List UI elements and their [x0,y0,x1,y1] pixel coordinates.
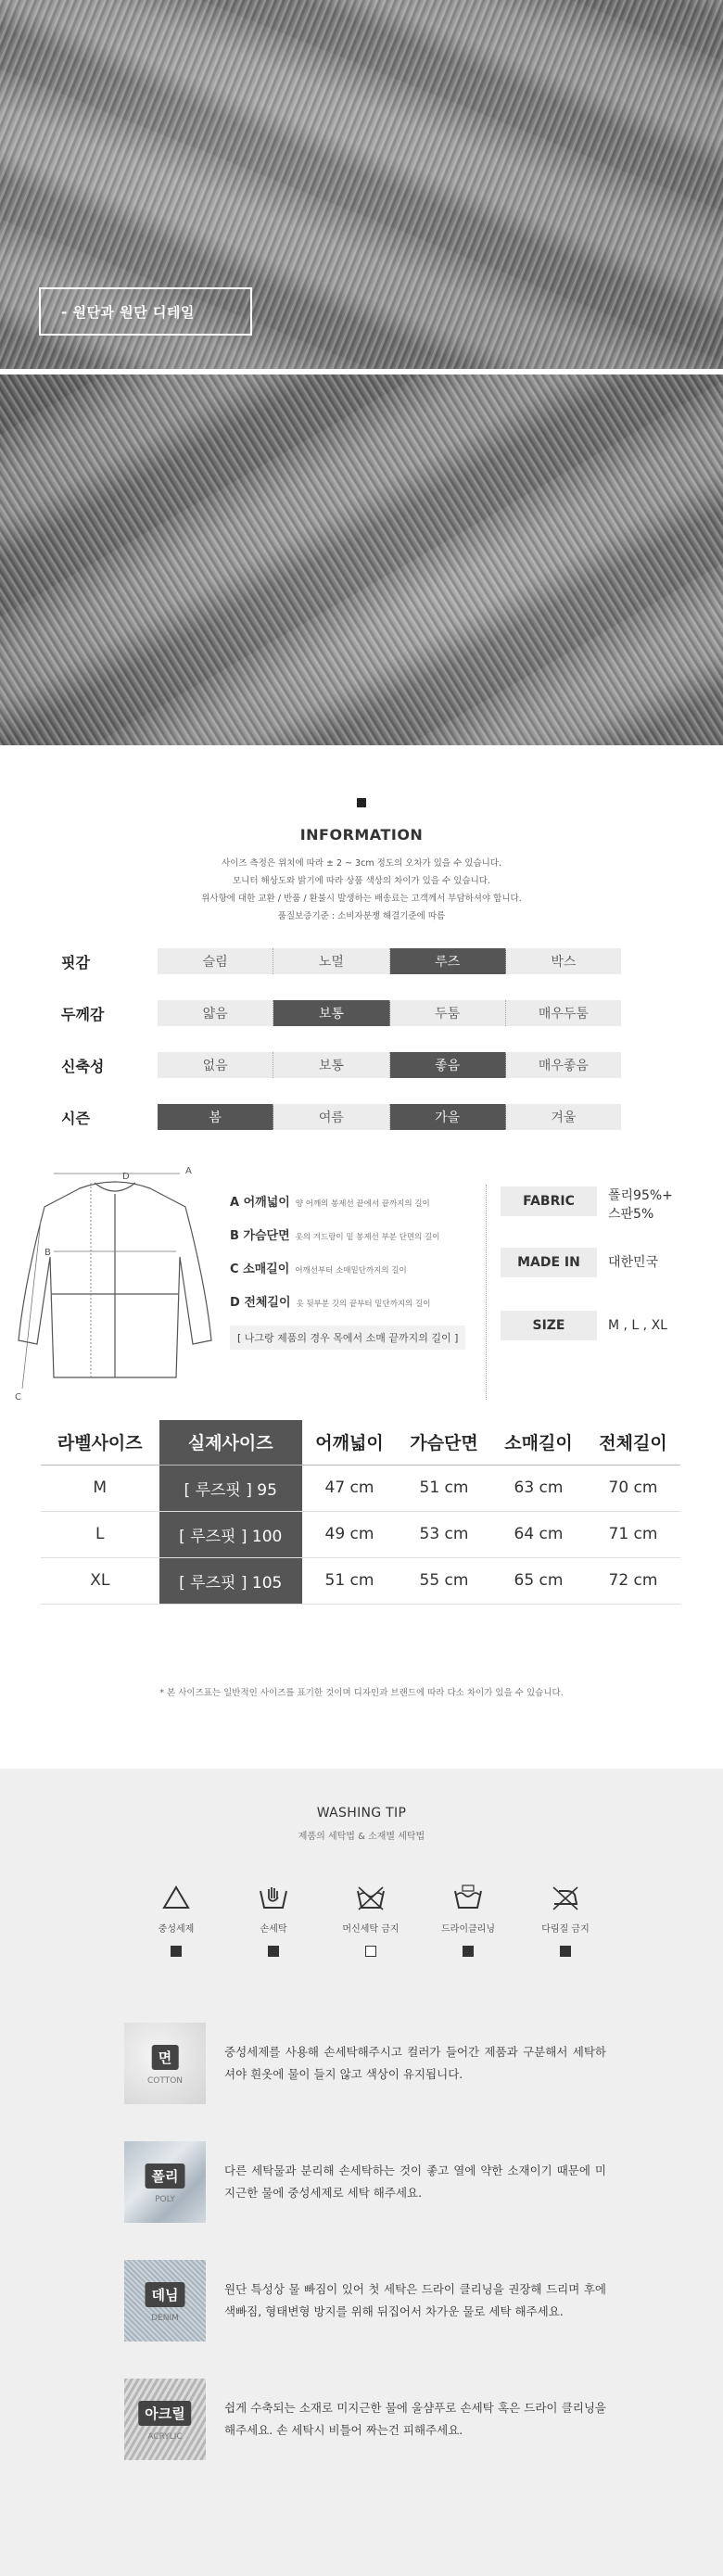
spec-option: 여름 [273,1104,389,1130]
made-in-row [501,1248,704,1277]
spec-label: 시즌 [61,1109,90,1127]
wash-icon-label: 머신세탁 금지 [342,1924,400,1935]
spec-option: 봄 [158,1104,273,1130]
material-text: 다른 세탁물과 분리해 손세탁하는 것이 좋고 열에 약한 소재이기 때문에 미지근한 물에 중성세제로 세탁 해주세요. [224,2164,606,2200]
size-table-cell: [ 루즈핏 ] 95 [159,1465,302,1511]
material-cotton [124,2021,606,2106]
spec-option: 보통 [273,1052,389,1078]
info-note: 위사항에 대한 교환 / 반품 / 환불시 발생하는 배송료는 고객께서 부담하셔야 합니다. [201,894,522,904]
material-en: ACRYLIC [147,2432,183,2442]
measure-note: [ 나그랑 제품의 경우 목에서 소매 끝까지의 길이 ] [230,1326,465,1350]
hand-wash-icon [258,1884,289,1911]
measure-desc: 어깨선부터 소매밑단까지의 길이 [295,1266,407,1275]
made-in-key: MADE IN [501,1248,597,1277]
spec-option: 얇음 [158,1000,273,1026]
measure-key: A 어깨넓이 [230,1196,290,1210]
size-table-cell: 71 cm [586,1511,680,1557]
info-note: 품질보증기준 : 소비자분쟁 해결기준에 따름 [277,911,446,921]
wash-icon-item [227,1884,320,1957]
size-table-cell: 63 cm [491,1465,586,1511]
spec-option: 가을 [390,1104,506,1130]
spec-row [56,1051,621,1079]
spec-option: 노멀 [273,948,389,974]
size-key: SIZE [501,1311,597,1340]
fabric-value-line: 폴리95%+ [608,1188,673,1203]
size-table-cell: 55 cm [397,1557,491,1604]
measure-item [230,1225,489,1243]
spec-grid [56,947,621,1155]
size-table-cell: 72 cm [586,1557,680,1604]
denim-swatch [124,2260,206,2341]
square-marker-icon [357,798,366,807]
material-en: POLY [155,2195,175,2204]
table-row [41,1465,680,1511]
spec-option: 두툼 [390,1000,506,1026]
material-en: COTTON [146,2076,184,2086]
spec-option: 보통 [273,1000,389,1026]
spec-option: 매우좋음 [506,1052,621,1078]
size-value: M , L , XL [608,1318,667,1333]
spec-options [158,1052,621,1078]
table-row [41,1511,680,1557]
size-table-cell: [ 루즈핏 ] 105 [159,1557,302,1604]
vertical-divider [486,1185,487,1400]
size-table-header-cell: 어깨넓이 [302,1420,397,1465]
spec-option: 매우두툼 [506,1000,621,1026]
material-badge: 면 [152,2045,179,2070]
spec-option: 박스 [506,948,621,974]
spec-label: 핏감 [61,953,90,971]
spec-row [56,999,621,1027]
wash-icon-label: 손세탁 [260,1924,287,1935]
wash-icon-label: 중성세제 [158,1924,195,1935]
fabric-row [501,1186,704,1224]
fabric-key: FABRIC [501,1186,597,1216]
acrylic-swatch [124,2379,206,2460]
material-badge: 폴리 [146,2164,185,2189]
fabric-photo-2 [0,374,723,745]
size-table-header [41,1420,680,1465]
spec-options [158,1104,621,1130]
washing-header [0,1806,723,1842]
poly-swatch [124,2141,206,2223]
washing-icons [130,1884,612,1957]
size-table [41,1420,680,1605]
measure-list [230,1192,489,1350]
measure-key: B 가슴단면 [230,1229,290,1243]
no-ironing-icon [550,1884,581,1911]
material-en: DENIM [151,2314,179,2323]
spec-options [158,1000,621,1026]
spec-option: 슬림 [158,948,273,974]
wash-icon-checkbox [560,1946,571,1957]
wash-icon-label: 드라이클리닝 [441,1924,495,1935]
size-table-cell: 64 cm [491,1511,586,1557]
spec-option: 좋음 [390,1052,506,1078]
washing-subtitle: 제품의 세탁법 & 소재별 세탁법 [298,1832,425,1842]
diagram-label-b: B [44,1248,51,1258]
spec-option: 루즈 [390,948,506,974]
material-acrylic [124,2377,606,2462]
information-notes [0,855,723,925]
machine-wash-prohibited-icon [355,1884,387,1911]
spec-option: 없음 [158,1052,273,1078]
fabric-photo-1 [0,0,723,369]
dry-clean-icon [452,1884,484,1911]
wash-icon-item [130,1884,222,1957]
measure-desc: 옷 뒷부분 깃의 끝부터 밑단까지의 길이 [296,1300,431,1309]
wash-icon-item [422,1884,514,1957]
made-in-value: 대한민국 [608,1255,659,1270]
measure-key: D 전체길이 [230,1296,291,1310]
size-table-cell: 51 cm [302,1557,397,1604]
wash-icon-item [519,1884,612,1957]
measure-desc: 양 어깨의 봉제선 끝에서 끝까지의 길이 [295,1199,430,1209]
size-table-header-cell: 가슴단면 [397,1420,491,1465]
information-title: INFORMATION [299,826,424,844]
diagram-label-c: C [15,1392,21,1402]
diagram-label-a: A [185,1166,192,1176]
measure-item [230,1259,489,1276]
size-table-header-cell: 라벨사이즈 [41,1420,159,1465]
spec-label: 두께감 [61,1005,105,1023]
material-text: 중성세제를 사용해 손세탁해주시고 컬러가 들어간 제품과 구분해서 세탁하셔야 흰옷에 물이 들지 않고 색상이 유지됩니다. [224,2045,606,2081]
size-table-cell: 65 cm [491,1557,586,1604]
spec-options [158,948,621,974]
size-table-cell: XL [41,1557,159,1604]
material-text: 원단 특성상 물 빠짐이 있어 첫 세탁은 드라이 클리닝을 권장해 드리며 후에 색빠짐, 형태변형 방지를 위해 뒤집어서 차가운 물로 세탁 해주세요. [224,2282,606,2318]
information-header [0,793,723,925]
measure-item [230,1192,489,1210]
diagram-label-d: D [122,1172,130,1182]
size-table-cell: L [41,1511,159,1557]
size-table-header-cell: 소매길이 [491,1420,586,1465]
size-table-cell: 53 cm [397,1511,491,1557]
info-note: 모니터 해상도와 밝기에 따라 상품 색상의 차이가 있을 수 있습니다. [233,876,490,886]
material-poly [124,2139,606,2225]
size-table-cell: 49 cm [302,1511,397,1557]
spec-row [56,947,621,975]
spec-row [56,1103,621,1131]
measure-item [230,1292,489,1310]
spec-option: 겨울 [506,1104,621,1130]
cotton-swatch [124,2023,206,2104]
size-footnote: * 본 사이즈표는 일반적인 사이즈를 표기한 것이며 디자인과 브랜드에 따라 다소 차이가 있을 수 있습니다. [159,1688,564,1698]
neutral-detergent-icon [160,1884,192,1911]
fabric-value [608,1186,673,1224]
measure-desc: 옷의 겨드랑이 밑 봉제선 부분 단면의 길이 [295,1233,440,1242]
wash-icon-checkbox [365,1946,376,1957]
size-table-cell: [ 루즈핏 ] 100 [159,1511,302,1557]
size-table-cell: 47 cm [302,1465,397,1511]
measure-key: C 소매길이 [230,1263,290,1276]
wash-icon-checkbox [171,1946,182,1957]
washing-title: WASHING TIP [316,1806,407,1821]
material-badge: 아크릴 [138,2401,191,2426]
size-table-cell: 70 cm [586,1465,680,1511]
wash-icon-label: 다림질 금지 [541,1924,590,1935]
size-row [501,1311,704,1340]
fabric-detail-label: - 원단과 원단 디테일 [39,287,252,336]
table-row [41,1557,680,1604]
garment-measure-diagram [13,1155,217,1424]
material-badge: 데님 [146,2282,185,2307]
info-note: 사이즈 측정은 위치에 따라 ± 2 ~ 3cm 정도의 오차가 있을 수 있습니다. [222,858,501,869]
size-table-cell: M [41,1465,159,1511]
fabric-info-panel [501,1186,704,1364]
wash-icon-item [324,1884,417,1957]
size-table-header-cell: 실제사이즈 [159,1420,302,1465]
spec-label: 신축성 [61,1057,105,1075]
fabric-value-line: 스판5% [608,1207,654,1222]
size-table-cell: 51 cm [397,1465,491,1511]
wash-icon-checkbox [268,1946,279,1957]
size-table-header-cell: 전체길이 [586,1420,680,1465]
wash-icon-checkbox [463,1946,474,1957]
material-denim [124,2258,606,2343]
material-text: 쉽게 수축되는 소재로 미지근한 물에 울샴푸로 손세탁 혹은 드라이 클리닝을 해주세요. 손 세탁시 비틀어 짜는건 피해주세요. [224,2401,606,2437]
